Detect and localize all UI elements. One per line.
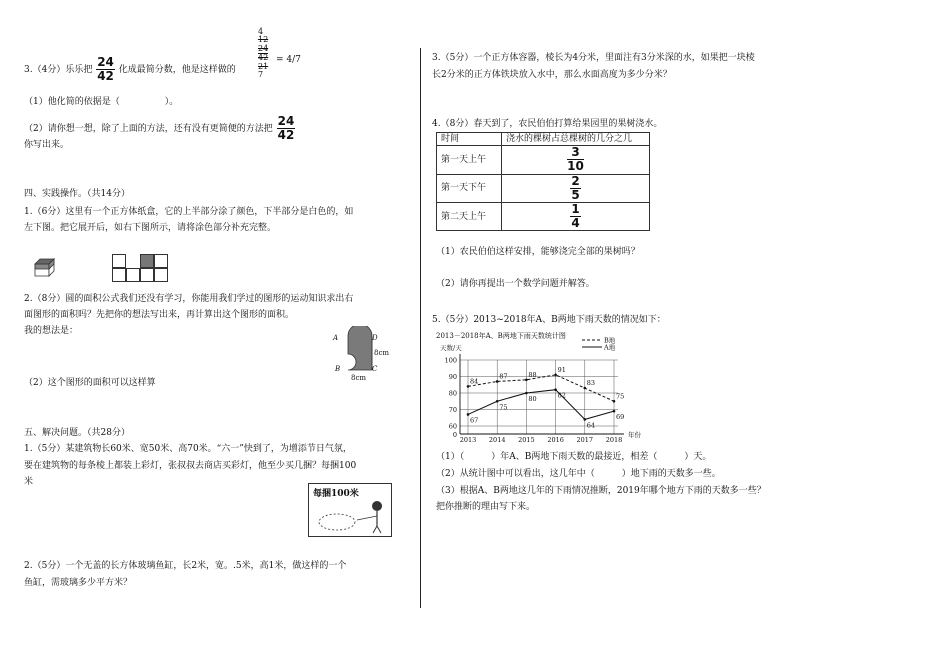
r-q4-sub2: （2）请你再提出一个数学问题并解答。 xyxy=(436,279,595,289)
fraction-24-42-b: $\frac{24}{42}$ xyxy=(277,114,295,143)
data-label: 75 xyxy=(499,403,508,412)
data-point xyxy=(584,418,587,421)
data-label: 69 xyxy=(616,413,625,422)
y-tick-label: 70 xyxy=(448,406,457,414)
section4-title: 四、实践操作。（共14分） xyxy=(24,189,130,199)
s5-q2-line1: 2.（5分）一个无盖的长方体玻璃鱼缸，长2米，宽。.5米，高1米，做这样的一个 xyxy=(24,561,347,571)
data-point xyxy=(467,413,470,416)
cube-net xyxy=(112,254,176,284)
data-point xyxy=(496,380,499,383)
x-tick-label: 2018 xyxy=(605,436,623,444)
x-tick-label: 2016 xyxy=(547,436,564,444)
data-label: 88 xyxy=(528,370,537,379)
s5-q2-line2: 鱼缸，需玻璃多少平方米？ xyxy=(24,578,133,588)
data-point xyxy=(467,385,470,388)
watering-table xyxy=(436,132,650,231)
data-point xyxy=(496,400,499,403)
s5-q1-line3: 米 xyxy=(24,477,34,487)
y-tick-label: 60 xyxy=(448,422,457,431)
label-8cm-side: 8cm xyxy=(374,349,390,357)
label-8cm-bottom: 8cm xyxy=(351,374,367,382)
origin-label: 0 xyxy=(452,431,457,439)
s5-q1-line2: 要在建筑物的每条棱上都装上彩灯，张叔叔去商店买彩灯，他至少买几捆？每捆100 xyxy=(24,461,357,471)
s4-q2-sub2: （2）这个图形的面积可以这样算 xyxy=(24,378,156,388)
r-q5-title: 5.（5分）2013~2018年A、B两地下雨天数的情况如下： xyxy=(432,315,666,325)
data-point xyxy=(525,392,528,395)
table-row: 第一天上午 $\frac{3}{10}$ xyxy=(437,146,650,174)
s4-q1-line1: 1.（6分）这里有一个正方体纸盒，它的上半部分涂了颜色，下半部分是白色的，如 xyxy=(24,207,354,217)
q3-sub1: （1）他化简的依据是（ ）。 xyxy=(24,97,179,107)
data-label: 82 xyxy=(557,391,566,400)
x-tick-label: 2015 xyxy=(518,436,535,444)
q3-tail: 化成最简分数，他是这样做的 xyxy=(118,65,236,76)
s4-q2-line1: 2.（8分）圆的面积公式我们还没有学习，你能用我们学过的图形的运动知识求出右 xyxy=(24,294,354,304)
y-axis-label: 天数/天 xyxy=(440,344,462,352)
r-q5-sub3: （3）根据A、B两地这几年的下雨情况推断，2019年哪个地方下雨的天数多一些？ xyxy=(436,486,766,496)
q3-sub2: （2）请你想一想，除了上面的方法，还有没有更简便的方法把 $\frac{24}{42}$ xyxy=(24,114,295,143)
legend-label: B地 xyxy=(604,336,616,345)
data-point xyxy=(554,374,557,377)
y-tick-label: 80 xyxy=(448,389,457,398)
cube-figure xyxy=(34,258,56,278)
section5-title: 五、解决问题。（共28分） xyxy=(24,428,130,438)
data-label: 64 xyxy=(586,421,596,430)
string-lights-icon xyxy=(313,498,389,534)
r-q4-sub1: （1）农民伯伯这样安排，能够浇完全部的果树吗？ xyxy=(436,247,640,257)
chart-title: 2013－2018年A、B两地下雨天数统计图 xyxy=(436,332,566,340)
x-tick-label: 2013 xyxy=(459,436,477,444)
r-q5-sub2: （2）从统计图中可以看出，这几年中（ ）地下雨的天数多一些。 xyxy=(436,469,721,479)
light-bundle-picture xyxy=(308,483,392,537)
label-C: C xyxy=(372,365,378,373)
data-label: 87 xyxy=(499,372,508,381)
x-axis-label: 年份 xyxy=(628,431,641,439)
data-point xyxy=(554,388,557,391)
series-line xyxy=(468,390,614,420)
y-tick-label: 100 xyxy=(444,356,457,365)
reduction-process: 4 12 24 42 21 7 xyxy=(258,27,269,79)
x-tick-label: 2014 xyxy=(488,436,506,444)
fraction-24-42: $\frac{24}{42}$ xyxy=(97,55,114,84)
table-row: 第二天上午 $\frac{1}{4}$ xyxy=(437,202,650,230)
rainfall-line-chart xyxy=(436,330,656,448)
data-label: 91 xyxy=(557,365,566,374)
reduction-result: = 4/7 xyxy=(276,55,301,65)
x-tick-label: 2017 xyxy=(576,436,594,444)
s4-q1-line2: 左下图。把它展开后，如右下图所示，请将涂色部分补充完整。 xyxy=(24,223,277,233)
data-point xyxy=(613,410,616,413)
y-tick-label: 90 xyxy=(448,373,457,381)
column-divider xyxy=(420,48,421,608)
q3-sub2-cont: 你写出来。 xyxy=(24,140,70,150)
r-q3-line1: 3.（5分）一个正方体容器，棱长为4分米，里面注有3分米深的水，如果把一块棱 xyxy=(432,53,755,63)
data-point xyxy=(525,379,528,382)
label-D: D xyxy=(372,334,378,342)
r-q5-sub4: 把你推断的理由写下来。 xyxy=(436,502,536,512)
data-label: 84 xyxy=(470,377,479,386)
s4-q2-line2: 面图形的面积吗？先把你的想法写出来，再计算出这个图形的面积。 xyxy=(24,310,295,320)
legend-label: A地 xyxy=(604,343,616,352)
r-q4-title: 4.（8分）春天到了，农民伯伯打算给果园里的果树浇水。 xyxy=(432,119,663,129)
label-B: B xyxy=(335,365,341,373)
r-q3-line2: 长2分米的正方体铁块放入水中，那么水面高度为多少分米？ xyxy=(432,70,672,80)
q3-line xyxy=(24,56,236,83)
data-label: 67 xyxy=(470,416,479,425)
s5-q1-line1: 1.（5分）某建筑物长60米、宽50米、高70米。“六一”快到了，为增添节日气氛， xyxy=(24,444,352,454)
label-A: A xyxy=(333,334,339,342)
table-row: 第一天下午 $\frac{2}{5}$ xyxy=(437,174,650,202)
data-point xyxy=(613,400,616,403)
s4-q2-line3: 我的想法是： xyxy=(24,326,79,336)
data-label: 75 xyxy=(616,392,625,401)
table-header-row: 时间 浇水的棵树占总棵树的几分之几 xyxy=(437,133,650,146)
r-q5-sub1: （1）（ ）年A、B两地下雨天数的最接近，相差（ ）天。 xyxy=(436,452,712,462)
data-point xyxy=(584,387,587,390)
data-label: 83 xyxy=(586,379,596,388)
data-label: 80 xyxy=(528,395,537,403)
q3-number: 3.（4分）乐乐把 xyxy=(24,65,93,76)
bundle-label: 每捆100米 xyxy=(313,489,359,499)
